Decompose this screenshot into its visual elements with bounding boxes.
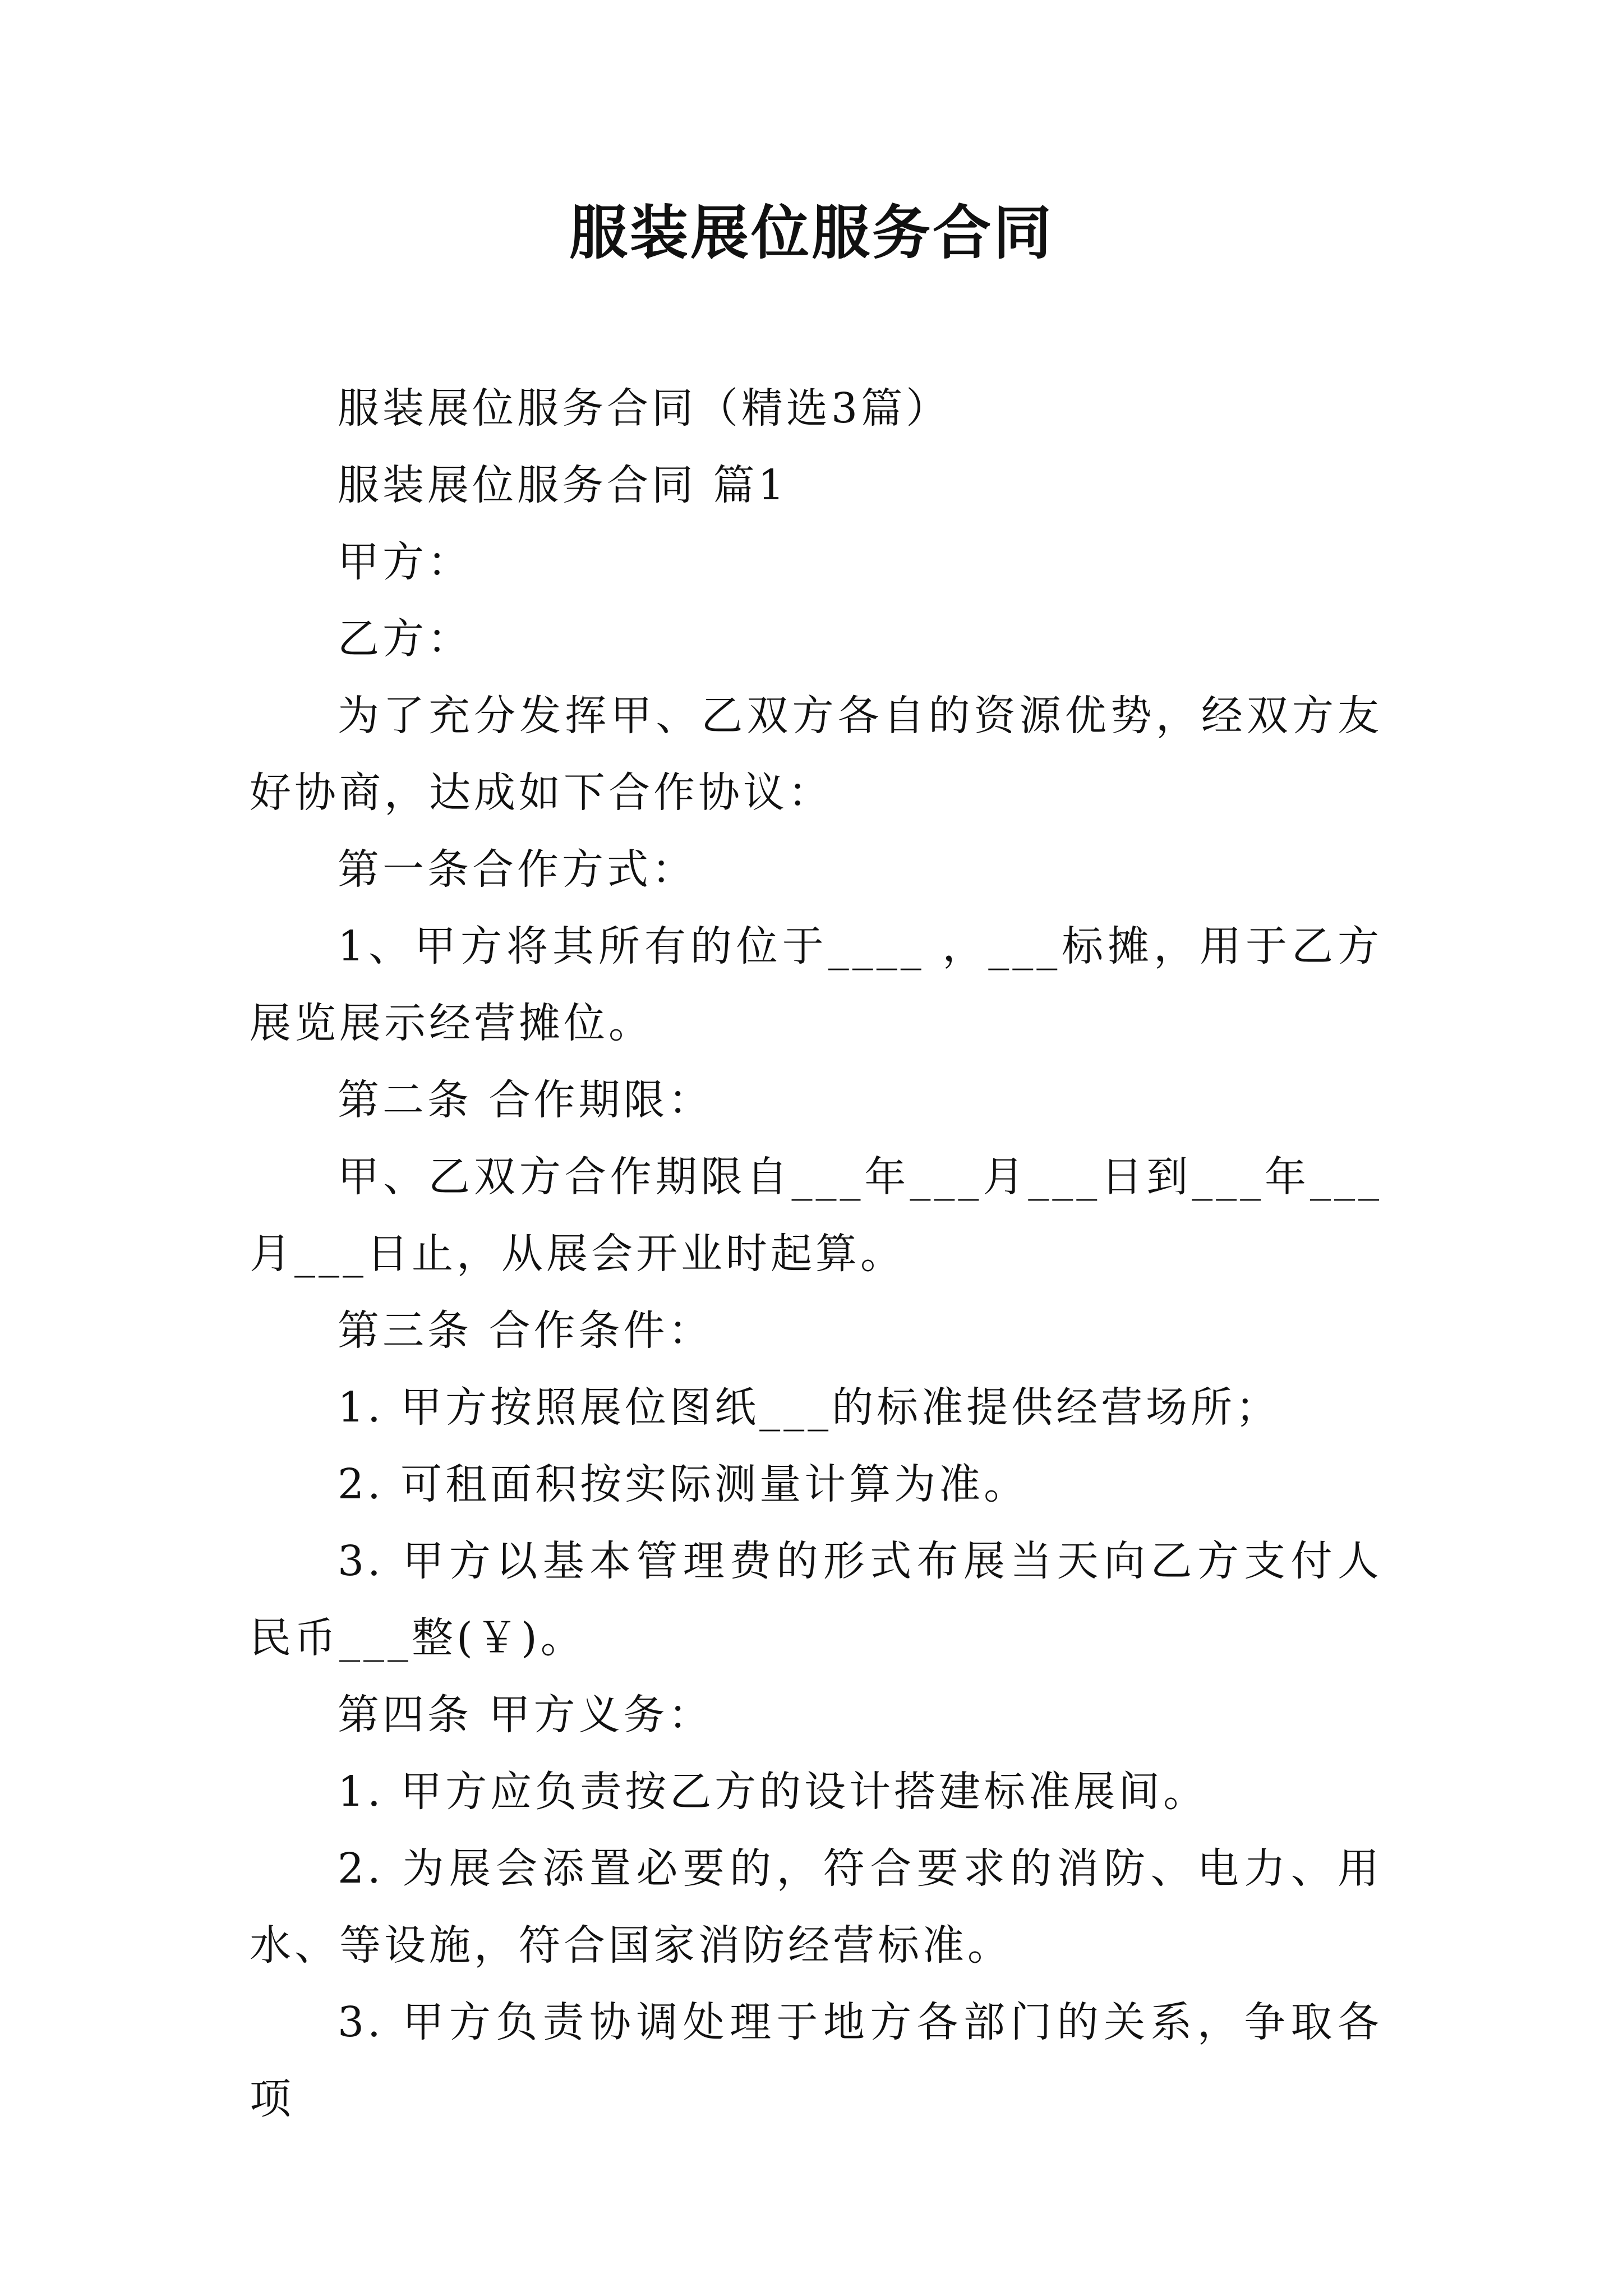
paragraph-article-4-item-1: 1. 甲方应负责按乙方的设计搭建标准展间。: [338, 1768, 1209, 1816]
paragraph-party-a: 甲方：: [338, 538, 472, 586]
paragraph-article-2-heading: 第二条 合作期限：: [338, 1076, 713, 1124]
document-title: 服装展位服务合同: [569, 198, 1054, 267]
paragraph-article-3-item-3: 3. 甲方以基本管理费的形式布展当天向乙方支付人民币___整(￥)。: [250, 1537, 1382, 1662]
paragraph-article-4-item-3: 3. 甲方负责协调处理于地方各部门的关系，争取各项: [250, 1998, 1382, 2123]
paragraph-article-2-term: 甲、乙双方合作期限自___年___月___日到___年___月___日止，从展会开业时起算。: [250, 1153, 1382, 1278]
paragraph-article-1-heading: 第一条合作方式：: [338, 845, 697, 894]
document-body: [250, 370, 1382, 2138]
paragraph-article-3-heading: 第三条 合作条件：: [338, 1306, 713, 1355]
paragraph-article-3-item-1: 1. 甲方按照展位图纸___的标准提供经营场所；: [338, 1383, 1281, 1432]
paragraph-section-heading: 服装展位服务合同 篇1: [338, 461, 788, 509]
paragraph-article-1-item-1: 1、甲方将其所有的位于____ ，___标摊，用于乙方展览展示经营摊位。: [250, 922, 1382, 1047]
paragraph-article-3-item-2: 2. 可租面积按实际测量计算为准。: [338, 1460, 1029, 1508]
paragraph-article-4-heading: 第四条 甲方义务：: [338, 1691, 713, 1739]
paragraph-preamble: 为了充分发挥甲、乙双方各自的资源优势，经双方友好协商，达成如下合作协议：: [250, 692, 1382, 817]
paragraph-subtitle: 服装展位服务合同（精选3篇）: [338, 384, 951, 432]
paragraph-article-4-item-2: 2. 为展会添置必要的，符合要求的消防、电力、用水、等设施，符合国家消防经营标准。: [250, 1844, 1382, 1970]
paragraph-party-b: 乙方：: [338, 615, 472, 663]
